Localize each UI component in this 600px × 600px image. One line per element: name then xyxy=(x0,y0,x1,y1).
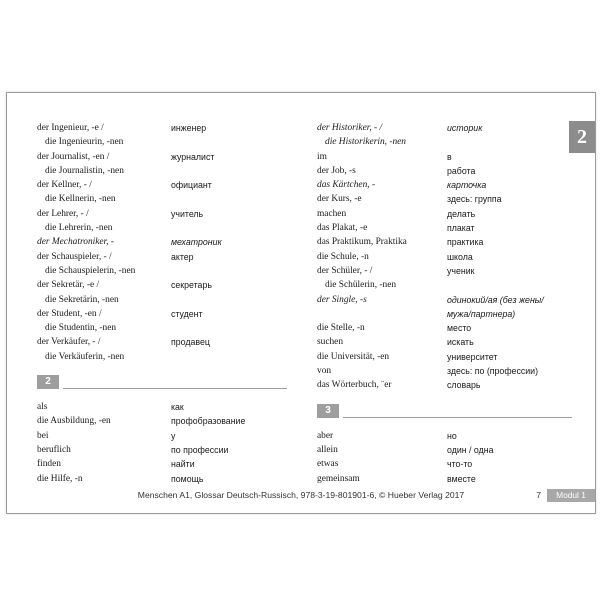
russian-translation: инженер xyxy=(171,123,207,133)
copyright-text: Menschen A1, Glossar Deutsch-Russisch, 978-3-19-801901-6, © Hueber Verlag 2017 xyxy=(137,490,465,500)
glossary-entry xyxy=(317,192,572,206)
german-term: die Studentin, -nen xyxy=(45,323,117,334)
russian-translation: мехатроник xyxy=(171,237,222,248)
german-term: das Praktikum, Praktika xyxy=(317,237,407,248)
glossary-entry xyxy=(37,443,287,457)
glossary-entry xyxy=(317,443,572,457)
russian-translation: в xyxy=(447,151,452,162)
glossary-entry xyxy=(37,414,287,428)
glossary-entry xyxy=(317,164,572,178)
russian-translation: ученик xyxy=(447,265,475,276)
russian-translation: одинокий/ая (без жены/ xyxy=(447,294,544,305)
russian-translation: практика xyxy=(447,237,484,248)
section-number-2: 2 xyxy=(37,375,59,389)
russian-translation: искать xyxy=(447,337,474,348)
russian-translation: словарь xyxy=(447,380,481,391)
glossary-entry xyxy=(37,192,287,206)
german-term: der Verkäufer, - / xyxy=(37,337,101,348)
german-term: der Student, -en / xyxy=(37,308,102,319)
glossary-entry xyxy=(317,364,572,378)
right-entries xyxy=(317,121,572,393)
russian-translation: профобразование xyxy=(171,416,246,427)
russian-translation: что-то xyxy=(447,459,473,470)
glossary-entry xyxy=(37,307,287,321)
german-term: das Kärtchen, - xyxy=(317,180,376,191)
russian-translation: место xyxy=(447,323,472,334)
module-label: Modul 1 xyxy=(547,489,595,502)
german-term: die Journalistin, -nen xyxy=(45,165,124,176)
russian-translation: университет xyxy=(447,351,498,362)
german-term: aber xyxy=(317,430,334,441)
german-term: von xyxy=(317,366,332,377)
glossary-entry xyxy=(317,335,572,349)
german-term: gemeinsam xyxy=(317,473,360,484)
glossary-entry xyxy=(37,335,287,349)
german-term: der Historiker, - / xyxy=(317,123,383,133)
glossary-entry xyxy=(317,221,572,235)
glossary-entry xyxy=(317,121,572,135)
german-term: im xyxy=(317,151,327,162)
left-column xyxy=(37,121,287,486)
russian-translation: продавец xyxy=(171,337,210,348)
german-term: der Single, -s xyxy=(317,294,367,305)
glossary-entry xyxy=(317,264,572,278)
russian-translation: у xyxy=(171,430,176,441)
left-section-entries xyxy=(37,400,287,486)
german-term: die Schauspielerin, -nen xyxy=(45,265,136,276)
german-term: die Schule, -n xyxy=(317,251,369,262)
glossary-entry xyxy=(317,150,572,164)
german-term: die Hilfe, -n xyxy=(37,473,83,484)
german-term: allein xyxy=(317,444,338,455)
russian-translation: школа xyxy=(447,251,473,262)
russian-translation: учитель xyxy=(171,208,204,219)
german-term: der Schauspieler, - / xyxy=(37,251,112,262)
german-term: der Kellner, - / xyxy=(37,180,92,191)
right-section-entries xyxy=(317,429,572,486)
russian-translation: здесь: группа xyxy=(447,194,502,205)
russian-translation: помощь xyxy=(171,473,204,484)
glossary-entry xyxy=(37,221,287,235)
german-term: die Stelle, -n xyxy=(317,323,365,334)
russian-translation: найти xyxy=(171,459,195,470)
russian-translation: вместе xyxy=(447,473,476,484)
section-divider xyxy=(343,417,572,418)
glossary-entry xyxy=(37,293,287,307)
glossary-entry xyxy=(37,400,287,414)
russian-translation: студент xyxy=(171,308,203,319)
left-entries xyxy=(37,121,287,364)
german-term: die Kellnerin, -nen xyxy=(45,194,116,205)
glossary-entry xyxy=(37,150,287,164)
glossary-entry xyxy=(37,250,287,264)
german-term: der Ingenieur, -e / xyxy=(37,123,104,133)
glossary-entry xyxy=(317,207,572,221)
german-term: machen xyxy=(317,208,347,219)
glossary-entry xyxy=(317,378,572,392)
german-term: etwas xyxy=(317,459,339,470)
glossary-entry xyxy=(317,429,572,443)
glossary-entry xyxy=(317,457,572,471)
russian-translation: по профессии xyxy=(171,444,229,455)
glossary-entry xyxy=(37,472,287,486)
german-term: der Schüler, - / xyxy=(317,265,373,276)
german-term: die Verkäuferin, -nen xyxy=(45,351,125,362)
glossary-entry xyxy=(37,135,287,149)
glossary-entry xyxy=(37,278,287,292)
russian-translation: актер xyxy=(171,251,194,262)
russian-translation: делать xyxy=(447,208,476,219)
glossary-entry xyxy=(317,472,572,486)
german-term: die Ingenieurin, -nen xyxy=(45,137,124,148)
russian-translation: карточка xyxy=(447,180,487,191)
russian-translation: историк xyxy=(447,123,483,133)
glossary-page xyxy=(6,92,596,514)
page-footer xyxy=(7,489,595,503)
russian-translation: работа xyxy=(447,165,476,176)
german-term: das Plakat, -e xyxy=(317,223,368,234)
section-header-2 xyxy=(37,372,287,394)
page-number: 7 xyxy=(536,490,541,500)
glossary-entry xyxy=(37,235,287,249)
german-term: der Job, -s xyxy=(317,165,356,176)
glossary-entry xyxy=(317,307,572,321)
russian-translation: мужа/партнера) xyxy=(447,308,516,319)
glossary-entry xyxy=(37,350,287,364)
german-term: der Sekretär, -e / xyxy=(37,280,100,291)
glossary-entry xyxy=(37,321,287,335)
glossary-entry xyxy=(317,235,572,249)
glossary-entry xyxy=(317,135,572,149)
russian-translation: но xyxy=(447,430,457,441)
glossary-entry xyxy=(317,321,572,335)
german-term: die Ausbildung, -en xyxy=(37,416,111,427)
glossary-entry xyxy=(317,350,572,364)
glossary-entry xyxy=(37,264,287,278)
russian-translation: официант xyxy=(171,180,212,191)
russian-translation: секретарь xyxy=(171,280,212,291)
glossary-entry xyxy=(37,429,287,443)
german-term: die Sekretärin, -nen xyxy=(45,294,119,305)
german-term: die Universität, -en xyxy=(317,351,390,362)
german-term: als xyxy=(37,402,48,413)
section-number-3: 3 xyxy=(317,404,339,418)
russian-translation: плакат xyxy=(447,223,475,234)
german-term: finden xyxy=(37,459,61,470)
russian-translation: один / одна xyxy=(447,444,494,455)
german-term: der Mechatroniker, - xyxy=(37,237,114,248)
glossary-entry xyxy=(37,457,287,471)
glossary-entry xyxy=(317,293,572,307)
german-term: das Wörterbuch, ¨er xyxy=(317,380,392,391)
russian-translation: как xyxy=(171,402,184,413)
glossary-entry xyxy=(317,278,572,292)
lesson-tab: 2 xyxy=(569,121,595,153)
german-term: beruflich xyxy=(37,444,71,455)
glossary-entry xyxy=(317,250,572,264)
german-term: die Historikerin, -nen xyxy=(325,137,406,148)
german-term: der Journalist, -en / xyxy=(37,151,110,162)
german-term: bei xyxy=(37,430,49,441)
german-term: die Schülerin, -nen xyxy=(325,280,397,291)
german-term: der Lehrer, - / xyxy=(37,208,89,219)
german-term: die Lehrerin, -nen xyxy=(45,223,113,234)
glossary-entry xyxy=(37,164,287,178)
glossary-entry xyxy=(37,121,287,135)
russian-translation: журналист xyxy=(171,151,215,162)
glossary-entry xyxy=(37,178,287,192)
section-header-3 xyxy=(317,401,572,423)
glossary-entry xyxy=(317,178,572,192)
german-term: der Kurs, -e xyxy=(317,194,362,205)
russian-translation: здесь: по (профессии) xyxy=(447,366,538,377)
german-term: suchen xyxy=(317,337,344,348)
glossary-entry xyxy=(37,207,287,221)
section-divider xyxy=(63,388,287,389)
right-column xyxy=(317,121,572,486)
